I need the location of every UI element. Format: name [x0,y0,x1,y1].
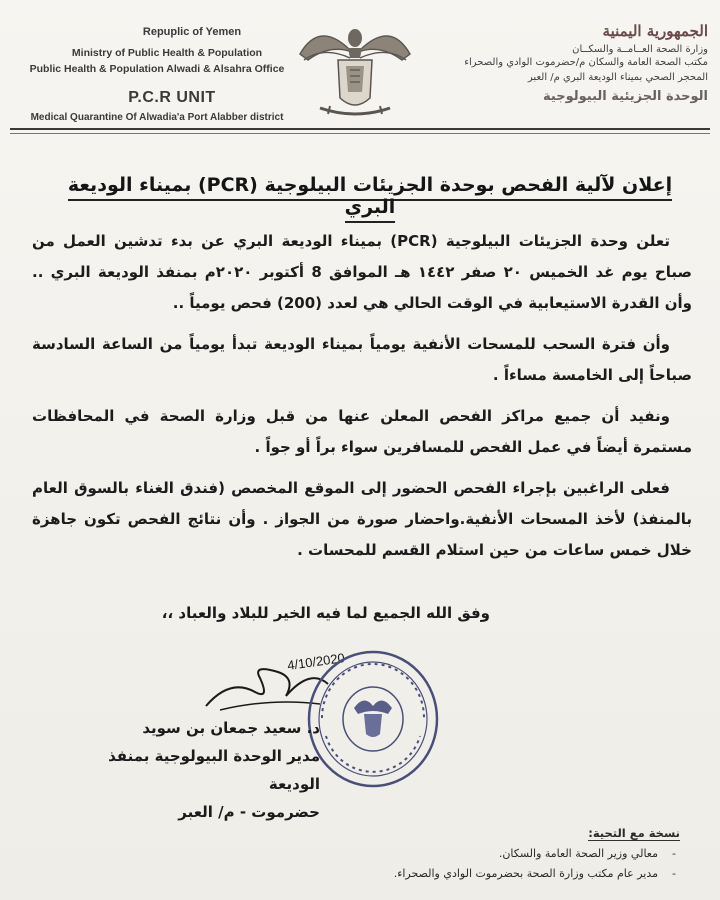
header-en-country: Repuplic of Yemen [142,26,242,38]
header-ar-quarantine: المحجر الصحي بميناء الوديعة البري م/ العبر [527,72,708,83]
body-paragraph-3-text: ونفيد أن جميع مراكز الفحص المعلن عنها من قبل وزارة الصحة في المحافظات مستمرة أيضاً في عمل الفحص للمسافرين سواء براً أو جواً . [32,407,692,456]
body-paragraph-2 [32,329,692,391]
body-paragraph-3 [32,401,692,463]
header-ar-ministry: وزارة الصحة العــامــة والسكــان [572,44,708,55]
signatory-name: د. سعيد جمعان بن سويد [142,719,320,737]
copies-item: - معالي وزير الصحة العامة والسكان. [320,847,680,860]
header-en-unit: P.C.R UNIT [128,89,216,106]
header-ar-unit: الوحدة الجزيئية البيولوجية [543,89,708,104]
copies-section [320,826,680,880]
header-arabic [438,22,708,104]
signatory-position: مدير الوحدة البيولوجية بمنفذ الوديعة [108,747,320,793]
signature-date: 4/10/2020 [286,650,346,673]
header-en-office: Public Health & Population Alwadi & Alsahra Office [29,63,285,75]
announcement-title-text: إعلان لآلية الفحص بوحدة الجزيئات البيلوجية (PCR) بميناء الوديعة البري [68,174,672,223]
signatory-location: حضرموت - م/ العبر [178,803,320,821]
header-en-quarantine: Medical Quarantine Of Alwadia'a Port Alabber district [30,112,284,123]
header-ar-office: مكتب الصحة العامة والسكان م/حضرموت الوادي والصحراء [464,57,708,68]
official-stamp-icon [304,648,442,790]
body-paragraph-1 [32,226,692,319]
body-paragraph-4 [32,473,692,566]
announcement-body [32,226,692,566]
header-divider-thin [10,133,710,134]
announcement-title [60,174,680,218]
header-divider [10,128,710,130]
body-paragraph-1-text: تعلن وحدة الجزيئات البيلوجية (PCR) بميناء الوديعة البري عن بدء تدشين العمل من صباح يوم غد الخميس ٢٠ صفر ١٤٤٢ هـ الموافق 8 أكتوبر ٢٠٢٠م بمنفذ الوديعة البري .. وأن القدرة الاستيعابية في الوقت الحالي هي لعدد (200) فحص يومياً .. [32,232,692,312]
header-ar-republic: الجمهورية اليمنية [602,22,708,40]
signature-block [60,714,320,826]
header-english [12,26,302,123]
closing-line: وفق الله الجميع لما فيه الخير للبلاد والعباد ،، [161,604,490,622]
yemen-emblem-icon [290,14,420,124]
body-paragraph-4-text: فعلى الراغبين بإجراء الفحص الحضور إلى الموقع المخصص (فندق الغناء بالسوق العام بالمنفذ) لأخذ المسحات الأنفية.واحضار صورة من الجواز . وأن نتائج الفحص تكون جاهزة خلال خمس ساعات من حين استلام القسم للمحسات . [32,479,692,559]
copies-item: - مدير عام مكتب وزارة الصحة بحضرموت الوادي والصحراء. [320,867,680,880]
header-en-ministry: Ministry of Public Health & Population [71,47,263,59]
copies-heading: نسخة مع التحية: [588,826,680,840]
body-paragraph-2-text: وأن فترة السحب للمسحات الأنفية يومياً بميناء الوديعة تبدأ يومياً من الساعة السادسة صباحاً إلى الخامسة مساءاً . [32,335,692,384]
